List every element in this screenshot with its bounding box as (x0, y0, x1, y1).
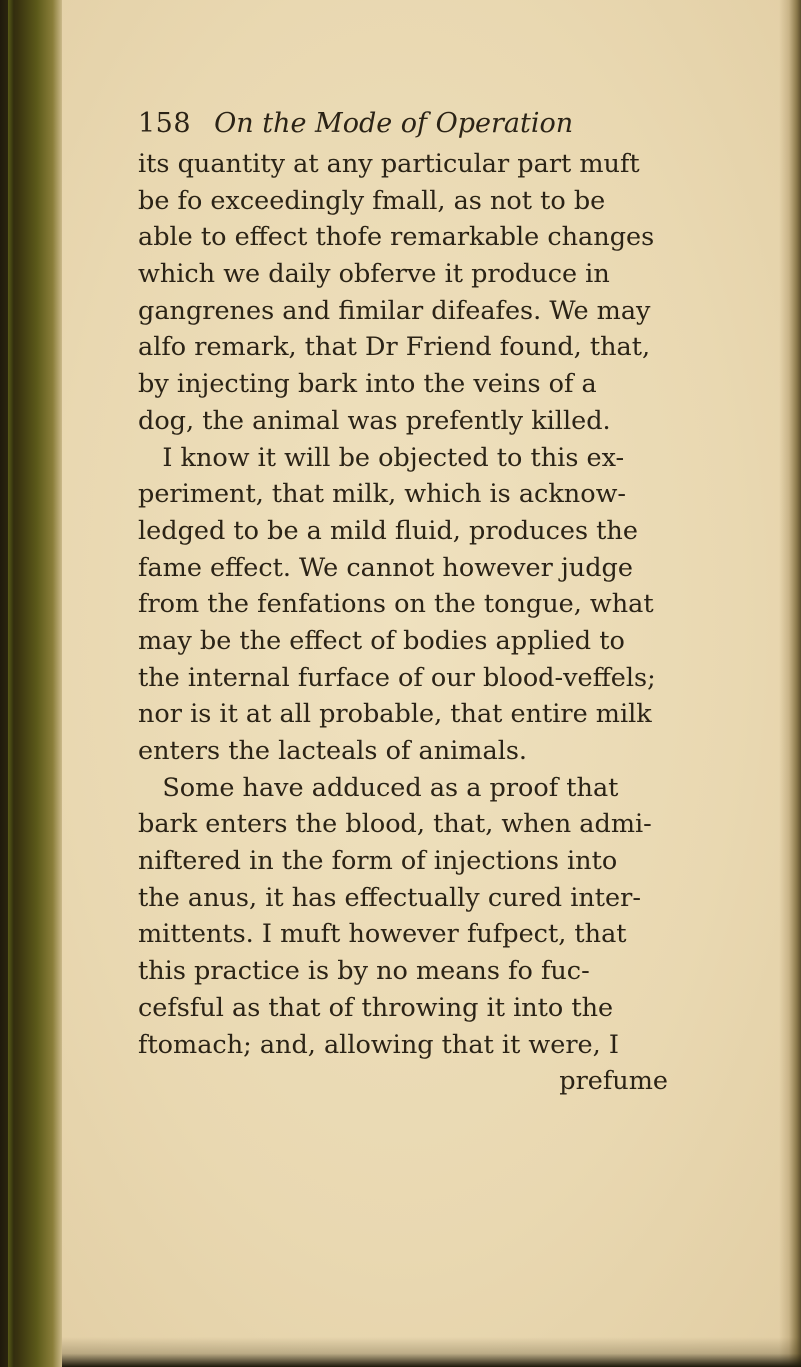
text-line: dog, the animal was prefently killed. (138, 405, 611, 436)
text-line: may be the effect of bodies applied to (138, 625, 625, 656)
text-line: the anus, it has effectually cured inter- (138, 882, 641, 913)
text-line: alfo remark, that Dr Friend found, that, (138, 332, 651, 363)
running-title: On the Mode of Operation (214, 108, 574, 139)
text-line: by injecting bark into the veins of a (138, 369, 597, 400)
text-line: gangrenes and fimilar difeafes. We may (138, 295, 651, 326)
text-line: this practice is by no means fo fuc- (138, 956, 590, 987)
book-gutter (0, 0, 62, 1367)
text-line: enters the lacteals of animals. (138, 736, 528, 766)
text-line: ftomach; and, allowing that it were, I (138, 1029, 619, 1060)
text-line: niftered in the form of injections into (138, 846, 618, 877)
page-edge-right (779, 0, 801, 1367)
text-line: nor is it at all probable, that entire milk (138, 699, 652, 730)
text-line: ledged to be a mild fluid, produces the (138, 515, 638, 546)
text-line: Some have adduced as a proof that (138, 772, 619, 803)
text-line: fame effect. We cannot however judge (138, 552, 633, 583)
text-line: from the fenfations on the tongue, what (138, 589, 654, 620)
body-text (138, 146, 758, 1100)
text-line: I know it will be objected to this ex- (138, 442, 625, 473)
text-line: be fo exceedingly fmall, as not to be (138, 185, 606, 216)
page-number: 158 (138, 108, 192, 139)
text-line: bark enters the blood, that, when admi- (138, 809, 652, 840)
text-line: mittents. I muft however fufpect, that (138, 919, 627, 950)
running-head (138, 108, 698, 150)
text-line: its quantity at any particular part muft (138, 149, 640, 179)
page-edge-bottom (62, 1337, 801, 1367)
catchword: prefume (559, 1066, 668, 1097)
text-line: cefsful as that of throwing it into the (138, 992, 614, 1023)
text-line: periment, that milk, which is acknow- (138, 479, 627, 510)
text-line: able to effect thofe remarkable changes (138, 222, 655, 253)
text-line: which we daily obferve it produce in (138, 259, 610, 290)
text-line: the internal furface of our blood-veffels; (138, 662, 656, 693)
